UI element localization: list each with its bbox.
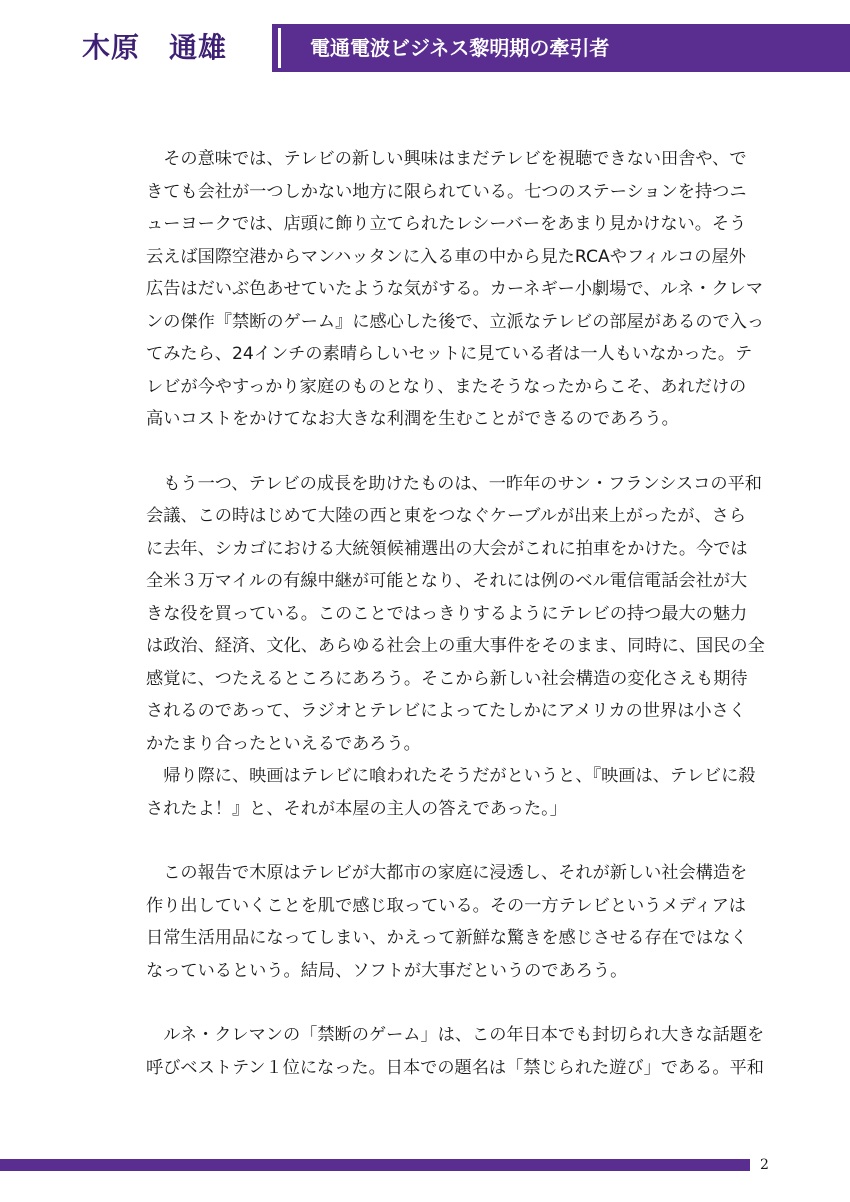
- page-header: [0, 24, 850, 72]
- page-number: 2: [760, 1157, 769, 1173]
- author-name: 木原 通雄: [82, 31, 228, 64]
- footer-bar: [0, 1159, 750, 1171]
- text-line: 広告はだいぶ色あせていたような気がする。カーネギー小劇場で、ルネ・クレマ: [146, 279, 764, 299]
- body-text: [146, 143, 765, 1084]
- text-line: 会議、この時はじめて大陸の西と東をつなぐケーブルが出来上がったが、さら: [146, 506, 747, 526]
- paragraph-3: [146, 760, 756, 825]
- text-line: きな役を買っている。このことではっきりするようにテレビの持つ最大の魅力: [146, 603, 748, 624]
- text-line: なっているという。結局、ソフトが大事だというのであろう。: [146, 960, 628, 981]
- text-line: かたまり合ったといえるであろう。: [146, 733, 421, 754]
- text-line: ルネ・クレマンの「禁断のゲーム」は、この年日本でも封切られ大きな話題を: [146, 1025, 765, 1045]
- header-name-box: [0, 24, 272, 72]
- text-line: この報告で木原はテレビが大都市の家庭に浸透し、それが新しい社会構造を: [146, 863, 748, 883]
- text-line: 呼びベストテン１位になった。日本での題名は「禁じられた遊び」である。平和: [146, 1057, 764, 1078]
- paragraph-2: [146, 468, 765, 761]
- paragraph-5: [146, 1019, 765, 1084]
- chapter-title: 電通電波ビジネス黎明期の牽引者: [310, 36, 610, 60]
- text-line: その意味では、テレビの新しい興味はまだテレビを視聴できない田舎や、で: [146, 149, 747, 169]
- text-line: 帰り際に、映画はテレビに喰われたそうだがというと、『映画は、テレビに殺: [146, 766, 756, 786]
- text-line: てみたら、24インチの素晴らしいセットに見ている者は一人もいなかった。テ: [146, 344, 753, 364]
- paragraph-4: [146, 857, 746, 987]
- text-line: ンの傑作『禁断のゲーム』に感心した後で、立派なテレビの部屋があるので入っ: [146, 311, 765, 332]
- text-line: 感覚に、つたえるところにあろう。そこから新しい社会構造の変化さえも期待: [146, 668, 748, 689]
- text-line: 全米３万マイルの有線中継が可能となり、それには例のベル電信電話会社が大: [146, 571, 748, 591]
- text-line: ューヨークでは、店頭に飾り立てられたレシーバーをあまり見かけない。そう: [146, 214, 747, 234]
- text-line: 作り出していくことを肌で感じ取っている。その一方テレビというメディアは: [146, 895, 746, 916]
- text-line: されたよ！』と、それが本屋の主人の答えであった。」: [146, 798, 567, 819]
- text-line: に去年、シカゴにおける大統領候補選出の大会がこれに拍車をかけた。今では: [146, 538, 748, 559]
- text-line: 日常生活用品になってしまい、かえって新鮮な驚きを感じさせる存在ではなく: [146, 928, 748, 948]
- header-divider: [278, 28, 281, 68]
- text-line: きても会社が一つしかない地方に限られている。七つのステーションを持つニ: [146, 181, 747, 202]
- text-line: は政治、経済、文化、あらゆる社会上の重大事件をそのまま、同時に、国民の全: [146, 636, 765, 656]
- text-line: もう一つ、テレビの成長を助けたものは、一昨年のサン・フランシスコの平和: [146, 473, 762, 494]
- text-line: されるのであって、ラジオとテレビによってたしかにアメリカの世界は小さく: [146, 701, 746, 721]
- text-line: 高いコストをかけてなお大きな利潤を生むことができるのであろう。: [146, 409, 679, 429]
- paragraph-gap: [146, 987, 746, 1019]
- text-line: 云えば国際空港からマンハッタンに入る車の中から見たRCAやフィルコの屋外: [146, 246, 746, 267]
- text-line: レビが今やすっかり家庭のものとなり、またそうなったからこそ、あれだけの: [146, 376, 747, 397]
- paragraph-gap: [146, 436, 746, 468]
- paragraph-gap: [146, 825, 746, 857]
- paragraph-1: [146, 143, 765, 436]
